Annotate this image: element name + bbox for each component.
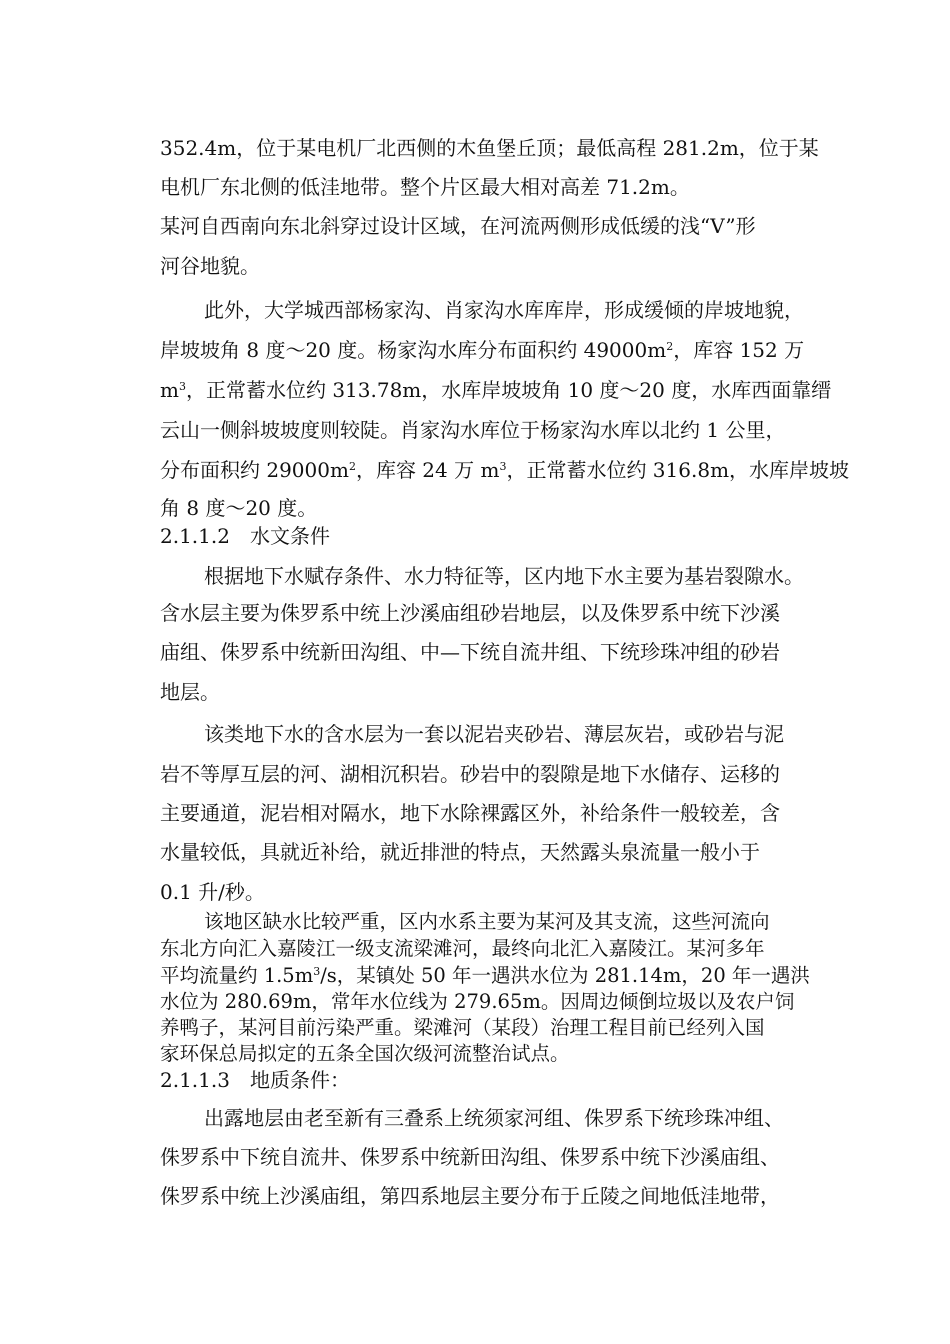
text-line: 角 8 度～20 度。 — [160, 496, 318, 520]
text-line: 0.1 升/秒。 — [160, 880, 265, 904]
text-line: 平均流量约 $1.5m^3/s$，某镇处 50 年一遇洪水位为 281.14m，20 年一遇洪 — [160, 964, 810, 987]
text-line: 云山一侧斜坡坡度则较陡。肖家沟水库位于杨家沟水库以北约 1 公里， — [160, 418, 786, 442]
text-line: 主要通道，泥岩相对隔水，地下水除裸露区外，补给条件一般较差，含 — [160, 801, 780, 825]
text-line: 家环保总局拟定的五条全国次级河流整治试点。 — [160, 1042, 570, 1065]
text-line: 水位为 280.69m，常年水位线为 279.65m。因周边倾倒垃圾以及农户饲 — [160, 990, 795, 1013]
text-line: 含水层主要为侏罗系中统上沙溪庙组砂岩地层，以及侏罗系中统下沙溪 — [160, 601, 780, 625]
text-line: 该类地下水的含水层为一套以泥岩夹砂岩、薄层灰岩，或砂岩与泥 — [204, 722, 784, 746]
text-line: 河谷地貌。 — [160, 254, 260, 278]
text-line: 电机厂东北侧的低洼地带。整个片区最大相对高差 71.2m。 — [160, 175, 690, 199]
text-line: $m^3$，正常蓄水位约 313.78m，水库岸坡坡角 10 度～20 度，水库西面靠缙 — [160, 378, 832, 402]
section-heading-2-1-1-3: 2.1.1.3 地质条件： — [160, 1068, 350, 1092]
text-line: 侏罗系中统上沙溪庙组，第四系地层主要分布于丘陵之间地低洼地带， — [160, 1184, 780, 1208]
text-line: 出露地层由老至新有三叠系上统须家河组、侏罗系下统珍珠冲组、 — [204, 1106, 784, 1130]
text-line: 水量较低，具就近补给，就近排泄的特点，天然露头泉流量一般小于 — [160, 840, 760, 864]
text-line: 分布面积约 $29000m^2$，库容 24 万 $m^3$，正常蓄水位约 316.8m，水库岸坡坡 — [160, 458, 850, 482]
text-line: 岸坡坡角 8 度～20 度。杨家沟水库分布面积约 $49000m^2$，库容 152 万 — [160, 338, 805, 362]
text-line: 东北方向汇入嘉陵江一级支流梁滩河，最终向北汇入嘉陵江。某河多年 — [160, 937, 765, 960]
text-line: 此外，大学城西部杨家沟、肖家沟水库库岸，形成缓倾的岸坡地貌， — [204, 298, 804, 322]
text-line: 某河自西南向东北斜穿过设计区域，在河流两侧形成低缓的浅“V”形 — [160, 214, 756, 238]
text-line: 352.4m，位于某电机厂北西侧的木鱼堡丘顶；最低高程 281.2m，位于某 — [160, 136, 819, 160]
section-heading-2-1-1-2: 2.1.1.2 水文条件 — [160, 524, 330, 548]
text-line: 侏罗系中下统自流井、侏罗系中统新田沟组、侏罗系中统下沙溪庙组、 — [160, 1145, 780, 1169]
text-line: 养鸭子，某河目前污染严重。梁滩河（某段）治理工程目前已经列入国 — [160, 1016, 765, 1039]
text-line: 岩不等厚互层的河、湖相沉积岩。砂岩中的裂隙是地下水储存、运移的 — [160, 762, 780, 786]
text-line: 该地区缺水比较严重，区内水系主要为某河及其支流，这些河流向 — [204, 910, 770, 933]
text-line: 地层。 — [160, 680, 220, 704]
text-line: 根据地下水赋存条件、水力特征等，区内地下水主要为基岩裂隙水。 — [204, 564, 804, 588]
text-line: 庙组、侏罗系中统新田沟组、中—下统自流井组、下统珍珠冲组的砂岩 — [160, 640, 780, 664]
